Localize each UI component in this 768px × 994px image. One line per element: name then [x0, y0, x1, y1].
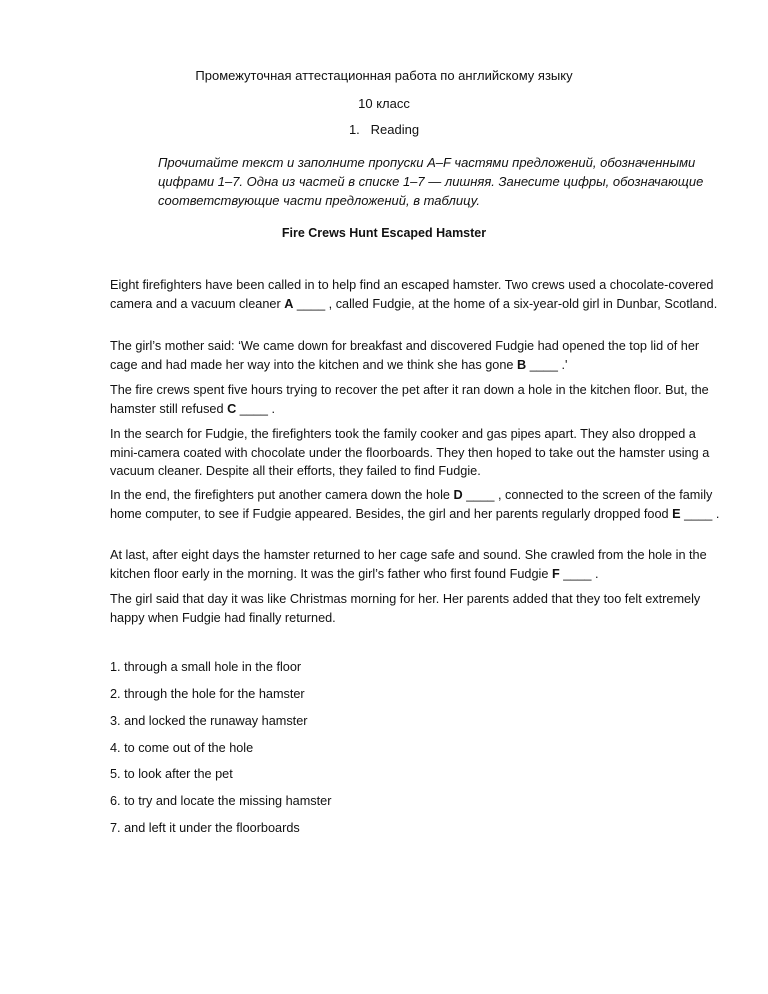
- gap-letter: C: [227, 401, 237, 416]
- option-item: 7. and left it under the floorboards: [110, 821, 300, 835]
- article-paragraph-1: Eight firefighters have been called in to help find an escaped hamster. Two crews used a chocolate-covered camera and a vacuum cleaner A ____ , called Fudgie, at the home of a six-year-old girl in Dunbar, Scotland.: [110, 278, 718, 311]
- gap-letter: F: [551, 566, 560, 581]
- option-item: 4. to come out of the hole: [110, 741, 254, 755]
- document-title: Промежуточная аттестационная работа по английскому языку: [195, 68, 573, 83]
- article-title: Fire Crews Hunt Escaped Hamster: [281, 226, 487, 240]
- gap-letter: A: [284, 296, 294, 311]
- option-item: 3. and locked the runaway hamster: [110, 714, 308, 728]
- gap-letter: B: [516, 357, 527, 372]
- gap-blank: ____: [239, 401, 268, 416]
- option-item: 2. through the hole for the hamster: [110, 687, 305, 701]
- option-item: 6. to try and locate the missing hamster: [110, 794, 332, 808]
- article-paragraph-5: In the end, the firefighters put another camera down the hole D ____ , connected to the screen of the family home computer, to see if Fudgie appeared. Besides, the girl and her parents regularly dropped food E ____ .: [110, 488, 720, 521]
- gap-blank: ____: [296, 296, 326, 311]
- gap-blank: ____: [684, 506, 713, 521]
- gap-blank: ____: [466, 488, 495, 502]
- task-name: Reading: [370, 122, 420, 137]
- task-instruction: Прочитайте текст и заполните пропуски A–F частями предложений, обозначенными цифрами 1–7. Одна из частей в списке 1–7 — лишняя. Занесите цифры, обозначающие соответствующие части предложений, в таблицу.: [158, 155, 704, 208]
- gap-blank: ____: [563, 566, 592, 581]
- gap-blank: ____: [529, 357, 558, 372]
- option-item: 5. to look after the pet: [110, 767, 233, 781]
- article-paragraph-2: The girl’s mother said: ‘We came down for breakfast and discovered Fudgie had opened the top lid of her cage and had made her way into the kitchen and we think she has gone B ____ .': [110, 339, 700, 372]
- option-item: 1. through a small hole in the floor: [110, 660, 302, 674]
- article-paragraph-7: The girl said that day it was like Christmas morning for her. Her parents added that they too felt extremely happy when Fudgie had finally returned.: [110, 592, 701, 625]
- gap-letter: E: [672, 506, 681, 521]
- article-paragraph-4: In the search for Fudgie, the firefighters took the family cooker and gas pipes apart. They also dropped a mini-camera coated with chocolate under the floorboards. They then hoped to take out the hamster using a vacuum cleaner. Despite all their efforts, they failed to find Fudgie.: [110, 427, 710, 478]
- task-number: 1.: [348, 122, 360, 137]
- grade-label: 10 класс: [358, 96, 410, 111]
- task-heading: [0, 122, 768, 137]
- article-paragraph-3: The fire crews spent five hours trying to recover the pet after it ran down a hole in the kitchen floor. But, the hamster still refused C ____ .: [110, 383, 709, 416]
- article-paragraph-6: At last, after eight days the hamster returned to her cage safe and sound. She crawled from the hole in the kitchen floor early in the morning. It was the girl’s father who first found Fudgie F ____ .: [110, 548, 707, 581]
- gap-letter: D: [453, 488, 463, 502]
